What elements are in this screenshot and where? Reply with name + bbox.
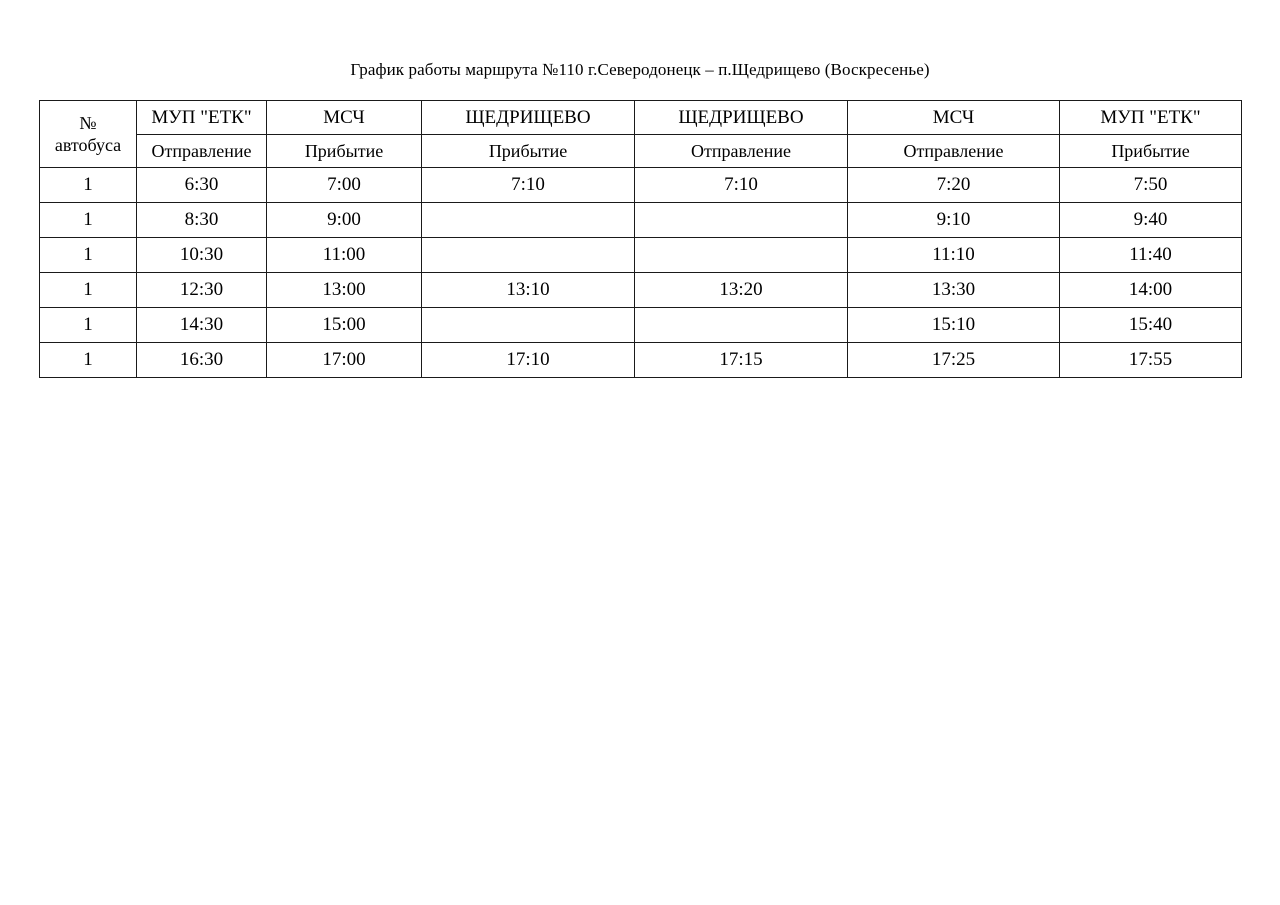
schedule-table-container (39, 100, 1241, 378)
cell-time: 17:10 (422, 343, 635, 378)
cell-time: 17:00 (267, 343, 422, 378)
cell-time: 9:40 (1060, 203, 1242, 238)
cell-bus-number: 1 (40, 273, 137, 308)
bus-number-symbol: № (79, 112, 97, 133)
table-header (40, 101, 1242, 168)
cell-time (635, 203, 848, 238)
cell-time: 14:00 (1060, 273, 1242, 308)
cell-bus-number: 1 (40, 308, 137, 343)
cell-bus-number: 1 (40, 203, 137, 238)
table-row (40, 203, 1242, 238)
column-subheader-4: Отправление (635, 135, 848, 168)
column-header-stop-2: МСЧ (267, 101, 422, 135)
cell-time: 17:15 (635, 343, 848, 378)
cell-time: 14:30 (137, 308, 267, 343)
column-header-stop-6: МУП "ЕТК" (1060, 101, 1242, 135)
cell-time: 13:20 (635, 273, 848, 308)
cell-time (422, 308, 635, 343)
cell-bus-number: 1 (40, 168, 137, 203)
cell-bus-number: 1 (40, 238, 137, 273)
table-header-row-top (40, 101, 1242, 135)
cell-time (422, 238, 635, 273)
cell-time: 15:00 (267, 308, 422, 343)
cell-time (635, 308, 848, 343)
cell-time: 16:30 (137, 343, 267, 378)
table-row (40, 273, 1242, 308)
table-header-row-sub (40, 135, 1242, 168)
cell-time: 15:40 (1060, 308, 1242, 343)
column-subheader-2: Прибытие (267, 135, 422, 168)
table-row (40, 238, 1242, 273)
table-row (40, 168, 1242, 203)
cell-time (422, 203, 635, 238)
cell-time: 9:10 (848, 203, 1060, 238)
cell-time: 9:00 (267, 203, 422, 238)
cell-bus-number: 1 (40, 343, 137, 378)
cell-time: 7:10 (635, 168, 848, 203)
cell-time: 13:10 (422, 273, 635, 308)
page-title: График работы маршрута №110 г.Северодонецк – п.Щедрищево (Воскресенье) (350, 60, 930, 79)
column-header-stop-1: МУП "ЕТК" (137, 101, 267, 135)
cell-time: 11:00 (267, 238, 422, 273)
column-subheader-5: Отправление (848, 135, 1060, 168)
column-header-stop-3: ЩЕДРИЩЕВО (422, 101, 635, 135)
cell-time: 13:30 (848, 273, 1060, 308)
cell-time: 17:55 (1060, 343, 1242, 378)
column-header-bus-number (40, 101, 137, 168)
schedule-table (39, 100, 1242, 378)
bus-number-word: автобуса (54, 135, 122, 155)
cell-time: 7:50 (1060, 168, 1242, 203)
cell-time: 8:30 (137, 203, 267, 238)
column-header-stop-5: МСЧ (848, 101, 1060, 135)
cell-time: 7:00 (267, 168, 422, 203)
table-body (40, 168, 1242, 378)
cell-time (635, 238, 848, 273)
table-row (40, 308, 1242, 343)
table-row (40, 343, 1242, 378)
cell-time: 17:25 (848, 343, 1060, 378)
cell-time: 12:30 (137, 273, 267, 308)
cell-time: 7:10 (422, 168, 635, 203)
cell-time: 11:10 (848, 238, 1060, 273)
column-header-stop-4: ЩЕДРИЩЕВО (635, 101, 848, 135)
column-subheader-6: Прибытие (1060, 135, 1242, 168)
cell-time: 15:10 (848, 308, 1060, 343)
cell-time: 11:40 (1060, 238, 1242, 273)
cell-time: 13:00 (267, 273, 422, 308)
cell-time: 6:30 (137, 168, 267, 203)
column-subheader-3: Прибытие (422, 135, 635, 168)
cell-time: 10:30 (137, 238, 267, 273)
column-subheader-1: Отправление (137, 135, 267, 168)
cell-time: 7:20 (848, 168, 1060, 203)
